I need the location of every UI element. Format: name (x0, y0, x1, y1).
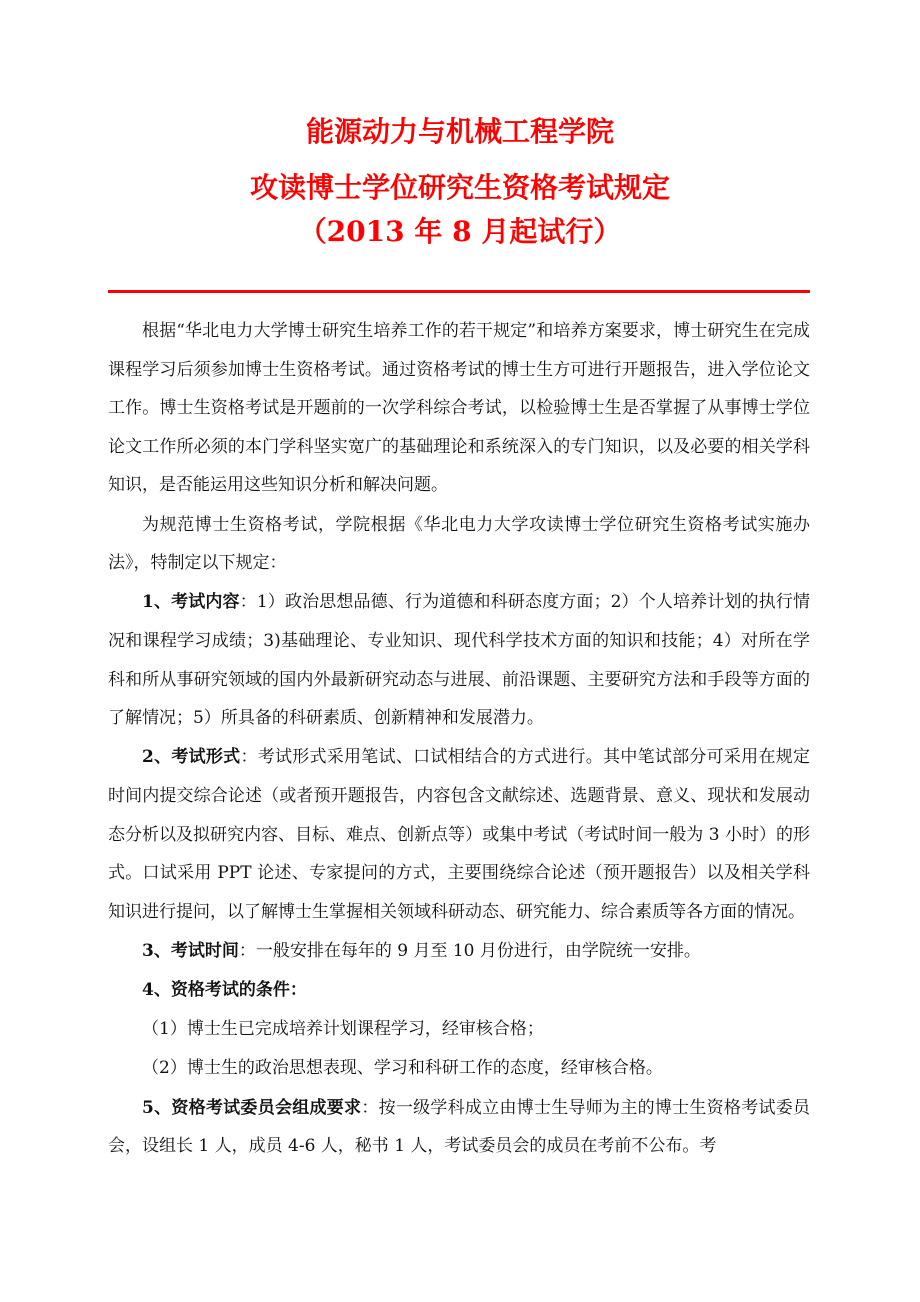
document-body (108, 312, 810, 1166)
paragraph-intro-2: 为规范博士生资格考试，学院根据《华北电力大学攻读博士学位研究生资格考试实施办法》，特制定以下规定： (108, 514, 810, 574)
section-1-heading: 1、考试内容 (142, 592, 240, 613)
section-1-exam-content (108, 583, 810, 737)
section-5-text: ：按一级学科成立由博士生导师为主的博士生资格考试委员会，设组长 1 人，成员 4-6 人，秘书 1 人，考试委员会的成员在考前不公布。考 (108, 1097, 811, 1157)
section-4-heading: 4、资格考试的条件： (142, 980, 307, 1001)
section-5-committee (108, 1089, 810, 1166)
section-2-exam-form (108, 738, 810, 931)
paragraph-intro-1: 根据“华北电力大学博士研究生培养工作的若干规定”和培养方案要求，博士研究生在完成课程学习后须参加博士生资格考试。通过资格考试的博士生方可进行开题报告，进入学位论文工作。博士生资格考试是开题前的一次学科综合考试，以检验博士生是否掌握了从事博士学位论文工作所必须的本门学科坚实宽广的基础理论和系统深入的专门知识，以及必要的相关学科知识，是否能运用这些知识分析和解决问题。 (108, 321, 810, 496)
section-3-text: ：一般安排在每年的 9 月至 10 月份进行，由学院统一安排。 (238, 940, 701, 961)
section-3-heading: 3、考试时间 (142, 940, 239, 961)
section-1-text: ：1）政治思想品德、行为道德和科研态度方面；2）个人培养计划的执行情况和课程学习成绩；3)基础理论、专业知识、现代科学技术方面的知识和技能；4）对所在学科和所从事研究领域的国内外最新研究动态与进展、前沿课题、主要研究方法和手段等方面的了解情况；5）所具备的科研素质、创新精神和发展潜力。 (108, 592, 810, 729)
section-3-exam-time (108, 932, 810, 971)
red-divider-line (108, 290, 810, 293)
section-5-heading: 5、资格考试委员会组成要求 (142, 1097, 362, 1118)
section-2-heading: 2、考试形式 (142, 747, 241, 768)
title-effective-date: （2013 年 8 月起试行） (298, 215, 622, 248)
section-2-text: ：考试形式采用笔试、口试相结合的方式进行。其中笔试部分可采用在规定时间内提交综合论述（或者预开题报告，内容包含文献综述、选题背景、意义、现状和发展动态分析以及拟研究内容、目标、难点、创新点等）或集中考试（考试时间一般为 3 小时）的形式。口试采用 PPT 论述、专家提问的方式，主要围绕综合论述（预开题报告）以及相关学科知识进行提问，以了解博士生掌握相关领域科研动态、研究能力、综合素质等各方面的情况。 (108, 747, 810, 922)
section-4-conditions (108, 971, 810, 1010)
title-regulation: 攻读博士学位研究生资格考试规定 (249, 171, 670, 204)
section-4-condition-1: （1）博士生已完成培养计划课程学习，经审核合格； (142, 1019, 544, 1040)
title-college: 能源动力与机械工程学院 (305, 115, 614, 148)
section-4-condition-2: （2）博士生的政治思想表现、学习和科研工作的态度，经审核合格。 (142, 1058, 663, 1079)
